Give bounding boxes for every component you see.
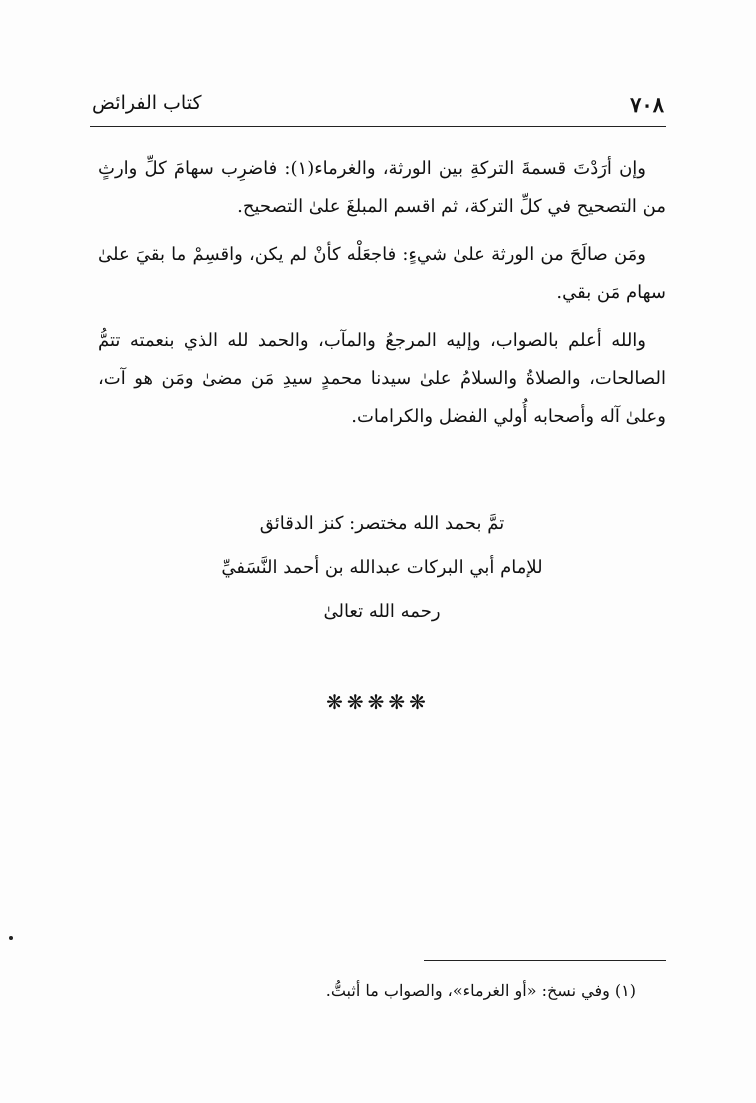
running-title: كتاب الفرائض (92, 92, 202, 114)
paragraph-settlement: ومَن صالَحَ من الورثة علىٰ شيءٍ: فاجعَلْه كأنْ لم يكن، واقسِمْ ما بقيَ علىٰ سهام مَن بقي. (98, 244, 666, 303)
colophon-line-author: للإمام أبي البركات عبدالله بن أحمد النَّسَفيِّ (221, 557, 543, 578)
colophon-line-prayer: رحمه الله تعالىٰ (323, 601, 441, 622)
colophon (98, 502, 666, 634)
ornament-stars-icon: ❋❋❋❋❋ (326, 690, 430, 714)
main-text (98, 150, 666, 446)
footnote: (١) وفي نسخ: «أو الغرماء»، والصواب ما أثبتُّ. (325, 981, 636, 1000)
header-rule (90, 126, 666, 127)
page-number: ٧٠٨ (630, 92, 664, 117)
page-header (92, 92, 664, 126)
footnote-rule (424, 960, 666, 961)
paragraph-closing-praise: والله أعلم بالصواب، وإليه المرجعُ والمآب، والحمد لله الذي بنعمته تتمُّ الصالحات، والصلاةُ والسلامُ علىٰ سيدنا محمدٍ سيدِ مَن مضىٰ ومَن هو آت، وعلىٰ آله وأصحابه أُولي الفضل والكرامات. (98, 330, 666, 427)
scan-speck (9, 936, 13, 940)
paragraph-estate-division: وإن أرَدْتَ قسمةَ التركةِ بين الورثة، والغرماء(١): فاضرِب سهامَ كلِّ وارثٍ من التصحيح في كلِّ التركة، ثم اقسم المبلغَ علىٰ التصحيح. (98, 158, 666, 217)
colophon-line-completion: تمَّ بحمد الله مختصر: كنز الدقائق (259, 513, 505, 534)
